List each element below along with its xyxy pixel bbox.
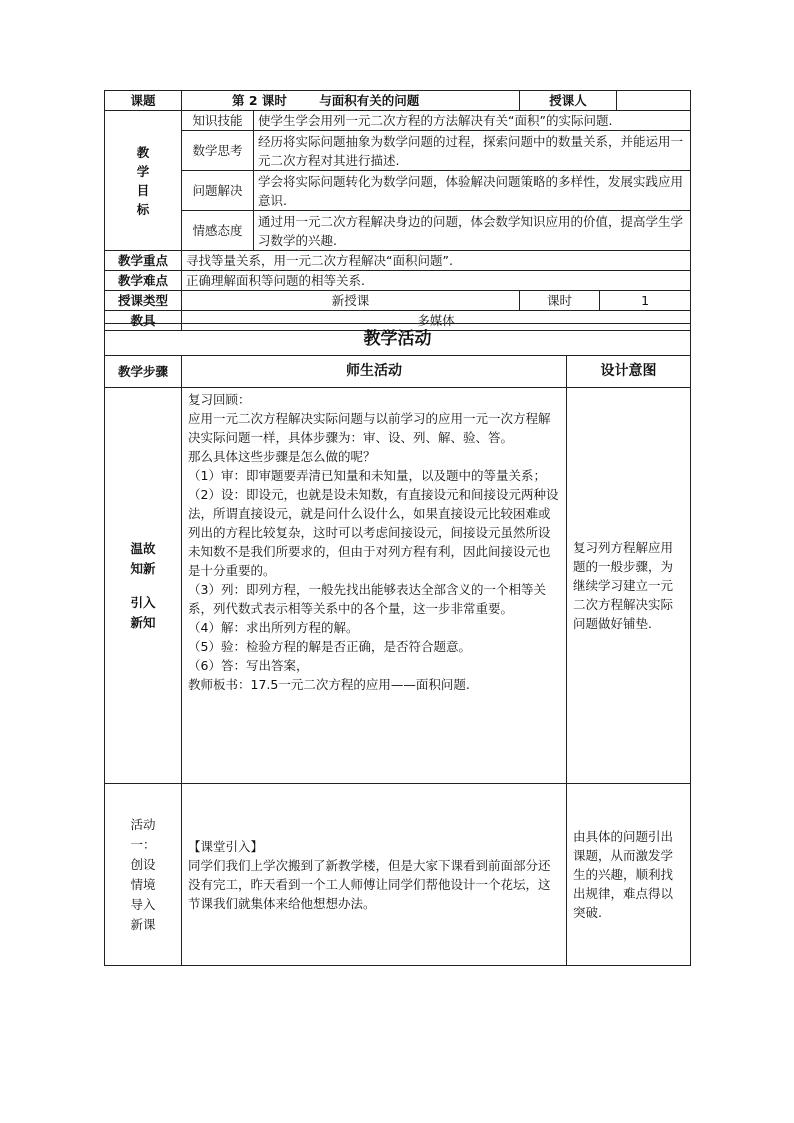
step-intent: 复习列方程解应用题的一般步骤，为继续学习建立一元二次方程解决实际问题做好铺垫. xyxy=(567,388,691,784)
hours-value: 1 xyxy=(600,291,691,311)
activity-paragraph: （1）审：即审题要弄清已知量和未知量，以及题中的等量关系； xyxy=(188,468,546,483)
step-label: 温故 知新 引入 新知 xyxy=(105,388,182,784)
activity-paragraph: （6）答：写出答案， xyxy=(188,658,309,673)
objective-text: 使学生学会用列一元二次方程的方法解决有关“面积”的实际问题. xyxy=(254,111,691,131)
activity-paragraph: 应用一元二次方程解决实际问题与以前学习的应用一元一次方程解决实际问题一样，具体步骤为：审、设、列、解、验、答。 xyxy=(188,411,551,445)
objective-text: 学会将实际问题转化为数学问题，体验解决问题策略的多样性，发展实践应用意识. xyxy=(254,171,691,211)
step-activity-content xyxy=(182,784,567,966)
difficulty-label: 教学难点 xyxy=(105,271,182,291)
activity-paragraph: （2）设：即设元，也就是设未知数，有直接设元和间接设元两种设法，所谓直接设元，就是问什么设什么，如果直接设元比较困难或列出的方程比较复杂，这时可以考虑间接设元，间接设元虽然所设未知数不是我们所要求的，但由于对列方程有利，因此间接设元也是十分重要的。 xyxy=(188,487,559,578)
objective-label: 情感态度 xyxy=(182,211,254,251)
objective-label: 问题解决 xyxy=(182,171,254,211)
col-intent-header: 设计意图 xyxy=(567,356,691,388)
teacher-label: 授课人 xyxy=(520,91,617,111)
objectives-group-label: 教 学 目 标 xyxy=(105,111,182,251)
activity-paragraph: 那么具体这些步骤是怎么做的呢？ xyxy=(188,449,376,464)
tools-value: 多媒体 xyxy=(182,311,691,331)
activities-title: 教学活动 xyxy=(105,324,691,356)
col-activity-header: 师生活动 xyxy=(182,356,567,388)
objective-row xyxy=(105,171,691,211)
keti-label: 课题 xyxy=(105,91,182,111)
activity-paragraph: （3）列：即列方程，一般先找出能够表达全部含义的一个相等关系，列代数式表示相等关系中的各个量，这一步非常重要。 xyxy=(188,582,546,616)
tools-label: 教具 xyxy=(105,311,182,331)
activity-paragraph: 复习回顾： xyxy=(188,392,251,407)
activity-paragraph: （4）解：求出所列方程的解。 xyxy=(188,620,359,635)
key-point-row xyxy=(105,251,691,271)
teacher-value xyxy=(617,91,691,111)
lesson-type-value: 新授课 xyxy=(182,291,520,311)
objective-text: 通过用一元二次方程解决身边的问题，体会数学知识应用的价值，提高学生学习数学的兴趣. xyxy=(254,211,691,251)
step-row xyxy=(105,784,691,966)
activity-paragraph: （5）验：检验方程的解是否正确，是否符合题意。 xyxy=(188,639,471,654)
objective-row xyxy=(105,211,691,251)
difficulty-row xyxy=(105,271,691,291)
activity-paragraph: 教师板书：17.5一元二次方程的应用——面积问题. xyxy=(188,677,470,692)
objective-label: 知识技能 xyxy=(182,111,254,131)
lesson-number: 第 2 课时 xyxy=(232,93,287,108)
activities-header-row xyxy=(105,356,691,388)
objective-row xyxy=(105,111,691,131)
key-point-label: 教学重点 xyxy=(105,251,182,271)
objective-text: 经历将实际问题抽象为数学问题的过程，探索问题中的数量关系，并能运用一元二次方程对其进行描述. xyxy=(254,131,691,171)
activities-table xyxy=(104,323,691,966)
lesson-topic-cell xyxy=(182,91,520,111)
activity-paragraph: 同学们我们上学次搬到了新教学楼，但是大家下课看到前面部分还没有完工，昨天看到一个工人师傅让同学们帮他设计一个花坛，这节课我们就集体来给他想想办法。 xyxy=(188,857,551,911)
activity-paragraph: 【课堂引入】 xyxy=(188,838,264,854)
lesson-topic: 与面积有关的问题 xyxy=(319,93,420,108)
step-intent: 由具体的问题引出课题，从而激发学生的兴趣，顺利找出规律，难点得以突破. xyxy=(567,784,691,966)
step-activity-content xyxy=(182,388,567,784)
step-row xyxy=(105,388,691,784)
lesson-type-row xyxy=(105,291,691,311)
step-label: 活动 一： 创设 情境 导入 新课 xyxy=(105,784,182,966)
title-row xyxy=(105,91,691,111)
key-point-text: 寻找等量关系，用一元二次方程解决“面积问题”. xyxy=(182,251,691,271)
objective-label: 数学思考 xyxy=(182,131,254,171)
objective-row xyxy=(105,131,691,171)
hours-label: 课时 xyxy=(520,291,600,311)
difficulty-text: 正确理解面积等问题的相等关系. xyxy=(182,271,691,291)
activities-title-row xyxy=(105,324,691,356)
lesson-info-table xyxy=(104,90,691,331)
lesson-type-label: 授课类型 xyxy=(105,291,182,311)
col-step-header: 教学步骤 xyxy=(105,356,182,388)
